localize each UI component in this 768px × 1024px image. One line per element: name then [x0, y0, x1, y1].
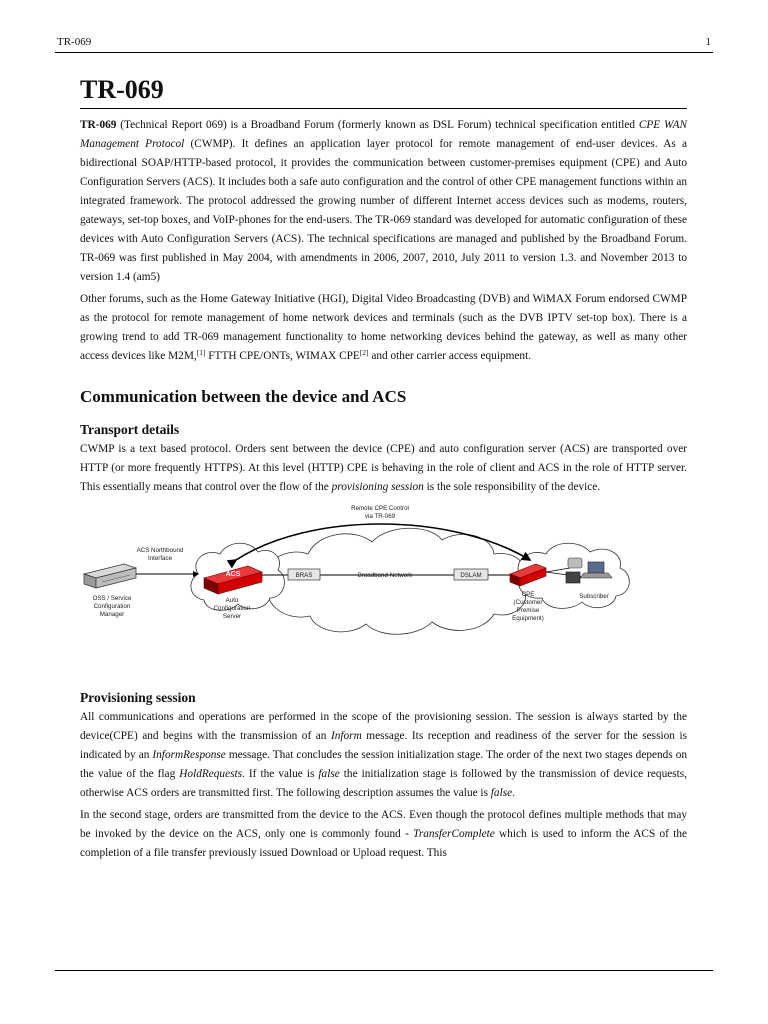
running-header-title: TR-069 — [57, 36, 92, 48]
laptop-icon — [588, 562, 604, 573]
diagram-label-cpe-2: (Customer — [513, 599, 543, 606]
transport-text-1: CWMP is a text based protocol. Orders sent between the device (CPE) and auto configuration server (ACS) are transported over HTTP (or more frequently HTTPS). At this level (HTTP) CPE is behaving in the role of client and ACS in the role of HTTP server. This essentially means that control over the flow of the — [80, 443, 687, 493]
section-heading-communication: Communication between the device and ACS — [80, 387, 407, 406]
page-number: 1 — [705, 36, 711, 48]
informresponse-term: InformResponse — [152, 749, 226, 761]
provisioning-session-term: provisioning session — [331, 481, 424, 493]
diagram-svg — [80, 502, 687, 662]
oss-server-icon — [84, 564, 136, 588]
diagram-label-oss-3: Manager — [99, 611, 125, 618]
diagram-label-acs-2: Configuration — [213, 605, 251, 612]
diagram-label-oss-2: Configuration — [93, 603, 131, 610]
header-rule — [55, 52, 713, 53]
prov-text-4: . If the value is — [242, 768, 319, 780]
forums-text-3: and other carrier access equipment. — [368, 350, 532, 362]
diagram-label-dslam: DSLAM — [460, 572, 482, 579]
subsection-heading-transport: Transport details — [80, 422, 180, 437]
diagram-label-cpe-1: CPE — [521, 591, 535, 598]
diagram-label-cpe-3: Premise — [516, 607, 540, 614]
intro-text-2: (CWMP). It defines an application layer protocol for remote management of end-user devices. As a bidirectional SOAP/HTTP-based protocol, it provides the communication between customer-premises equipment (CPE) and Auto Configuration Servers (ACS). It includes both a safe auto configuration and the control of other CPE management functions within an integrated framework. The protocol addressed the growing number of different Internet access devices such as modems, routers, gateways, set-top boxes, and VoIP-phones for the end-users. The TR-069 standard was developed for automatic configuration of these devices with Auto Configuration Servers (ACS). The technical specifications are managed and published by the Broadband Forum. TR-069 was first published in May 2004, with amendments in 2006, 2007, 2010, July 2011 to version 1.3. and November 2013 to version 1.4 (am5) — [80, 138, 687, 283]
prov-text-5: the initialization stage is followed by the transmission of device requests, otherwise ACS orders are transmitted first. The following description assumes the value is — [80, 768, 687, 799]
diagram-label-subscriber: Subscriber — [579, 593, 609, 600]
prov-text-2: message. Its reception and readiness of the server for the session is indicated by an — [80, 730, 687, 761]
reference-1[interactable]: [1] — [196, 348, 206, 357]
transport-paragraph — [80, 440, 687, 497]
diagram-label-bras: BRAS — [295, 572, 313, 579]
diagram-label-broadband: Broadband Network — [357, 572, 413, 579]
diagram-label-remote-1: Remote CPE Control — [351, 505, 409, 512]
forums-text-2: FTTH CPE/ONTs, WIMAX CPE — [205, 350, 360, 362]
forums-text-1: Other forums, such as the Home Gateway Initiative (HGI), Digital Video Broadcasting (DVB) and WiMAX Forum endorsed CWMP as the protocol for remote management of home network devices and terminals (such as the DVB IPTV set-top box). There is a growing trend to add TR-069 management functionality to home networking devices behind the gateway, as well as many other access devices like M2M, — [80, 293, 687, 362]
running-header — [55, 36, 713, 52]
tr069-network-diagram — [80, 502, 687, 662]
diagram-label-northbound-2: Interface — [147, 555, 173, 562]
transport-text-2: is the sole responsibility of the device. — [423, 481, 601, 493]
broadband-cloud-shape — [267, 528, 526, 634]
footer-rule — [55, 970, 713, 971]
tv-icon — [566, 572, 580, 583]
intro-text-1: (Technical Report 069) is a Broadband Forum (formerly known as DSL Forum) technical specification entitled — [116, 119, 639, 131]
forums-paragraph — [80, 290, 687, 366]
false-term-2: false — [490, 787, 513, 799]
cwmp-link[interactable]: CPE WAN Management Protocol — [80, 119, 688, 150]
prov-text-1: All communications and operations are performed in the scope of the provisioning session. The session is always started by the device(CPE) and begins with the transmission of an — [80, 711, 687, 742]
article-body — [80, 73, 687, 863]
acs-box-label: ACS — [225, 571, 241, 578]
intro-paragraph — [80, 116, 687, 287]
inform-term: Inform — [330, 730, 362, 742]
phone-icon — [568, 558, 582, 568]
diagram-label-northbound-1: ACS Northbound — [136, 547, 184, 554]
provisioning-paragraph-1 — [80, 708, 687, 803]
prov-text-6: . — [512, 787, 515, 799]
diagram-label-acs-3: Server — [222, 613, 242, 620]
diagram-label-oss-1: OSS / Service — [92, 595, 132, 602]
page-title: TR-069 — [80, 73, 687, 109]
prov2-text-2: which is used to inform the ACS of the completion of a file transfer previously issued Download or Upload request. This — [80, 828, 687, 859]
holdrequests-term: HoldRequests — [179, 768, 243, 780]
false-term-1: false — [318, 768, 340, 780]
subsection-heading-provisioning: Provisioning session — [80, 690, 196, 705]
diagram-label-cpe-4: Equipment) — [512, 615, 544, 622]
prov-text-3: message. That concludes the session initialization stage. The order of the next two stages depends on the value of the flag — [80, 749, 687, 780]
transfercomplete-term: TransferComplete — [413, 828, 495, 840]
prov2-text-1: In the second stage, orders are transmitted from the device to the ACS. Even though the protocol defines multiple methods that may be invoked by the device on the ACS, only one is commonly found - — [80, 809, 687, 840]
provisioning-paragraph-2 — [80, 806, 687, 863]
reference-2[interactable]: [2] — [359, 348, 369, 357]
intro-bold-term: TR-069 — [80, 119, 117, 131]
diagram-label-remote-2: via TR-069 — [364, 513, 396, 520]
diagram-label-acs-1: Auto — [225, 597, 239, 604]
